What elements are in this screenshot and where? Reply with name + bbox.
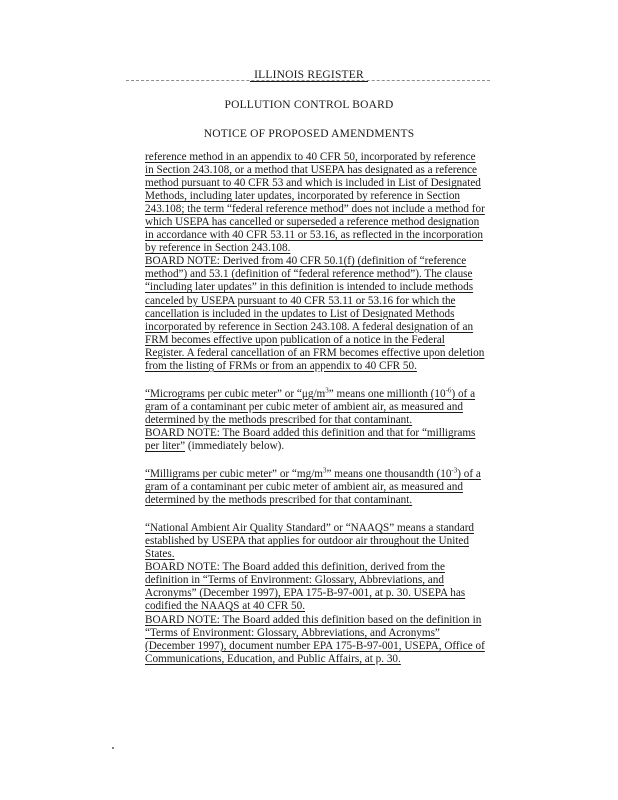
- notice-title: NOTICE OF PROPOSED AMENDMENTS: [203, 128, 415, 140]
- micrograms-board-note: BOARD NOTE: The Board added this definition and that for “milligrams per liter” (immediately below).: [145, 426, 476, 452]
- document-body: [145, 151, 485, 666]
- milligrams-definition: “Milligrams per cubic meter” or “$mg/m^3$” means one thousandth $(10^{-3})$ of a gram of a contaminant per cubic meter of ambient air, as measured and determined by the methods prescribed for that contaminant.: [145, 466, 481, 507]
- naaqs-definition: “National Ambient Air Quality Standard” or “NAAQS” means a standard established by USEPA that applies for outdoor air throughout the United States.: [145, 522, 475, 561]
- register-title: ILLINOIS REGISTER: [250, 69, 368, 82]
- micrograms-definition: “Micrograms per cubic meter” or “$\mu g/m^3$” means one millionth $(10^{-6})$ of a gram of a contaminant per cubic meter of ambient air, as measured and determined by the methods prescribed for that contaminant.: [145, 386, 476, 426]
- agency-title: POLLUTION CONTROL BOARD: [224, 99, 394, 111]
- naaqs-board-note-1: BOARD NOTE: The Board added this definition, derived from the definition in “Terms of Environment: Glossary, Abbreviations, and Acronyms” (December 1997), EPA 175-B-97-001, at p. 30. USEPA has codified the NAAQS at 40 CFR 50.: [145, 561, 466, 613]
- naaqs-board-note-2: BOARD NOTE: The Board added this definition based on the definition in “Terms of Environment: Glossary, Abbreviations, and Acronyms” (December 1997), document number EPA 175-B-97-001, USEPA, Office of Communications, Education, and Public Affairs, at p. 30.: [145, 613, 485, 665]
- frm-definition-continued: reference method in an appendix to 40 CFR 50, incorporated by reference in Section 243.108, or a method that USEPA has designated as a reference method pursuant to 40 CFR 53 and which is included in List of Designated Methods, including later updates, incorporated by reference in Section 243.108; the term “federal reference method” does not include a method for which USEPA has cancelled or superseded a reference method designation in accordance with 40 CFR 53.11 or 53.16, as reflected in the incorporation by reference in Section 243.108.: [145, 151, 485, 255]
- frm-board-note: BOARD NOTE: Derived from 40 CFR 50.1(f) (definition of “reference method”) and 53.1 (definition of “federal reference method”). The clause “including later updates” in this definition is intended to include methods canceled by USEPA pursuant to 40 CFR 53.11 or 53.16 for which the cancellation is included in the updates to List of Designated Methods incorporated by reference in Section 243.108. A federal designation of an FRM becomes effective upon publication of a notice in the Federal Register. A federal cancellation of an FRM becomes effective upon deletion from the listing of FRMs or from an appendix to 40 CFR 50.: [145, 255, 485, 372]
- header-rule: [126, 80, 490, 81]
- scan-speck: [112, 747, 114, 749]
